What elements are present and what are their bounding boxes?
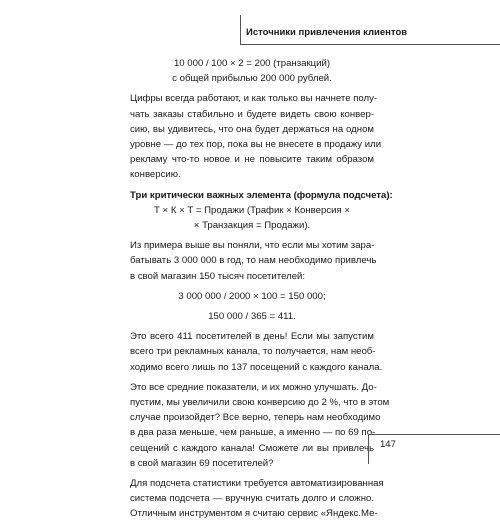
text-line: Цифры всегда работают, и как только вы начнете полу- xyxy=(130,93,378,105)
paragraph-daily-visitors xyxy=(130,329,383,375)
formula-line: Т × К × Т = Продажи (Трафик × Конверсия × xyxy=(154,204,350,216)
header-rule-vertical xyxy=(240,15,241,45)
footer-rule-horizontal xyxy=(368,434,500,435)
text-line: уровне — до тех пор, пока вы не внесете в продажу или xyxy=(130,139,382,151)
text-line: пустим, мы увеличили свою конверсию до 2 %, что в этом xyxy=(130,397,390,409)
paragraph-statistics xyxy=(130,476,384,522)
text-line: сию, вы удивитесь, что она будет держаться на одном xyxy=(130,123,374,135)
formula-line: с общей прибылью 200 000 рублей. xyxy=(172,73,332,85)
text-line: чать заказы стабильно и будете видеть свою конвер- xyxy=(130,108,374,120)
text-line: всего три рекламных канала, то получается, нам необ- xyxy=(130,346,376,358)
formula-transactions xyxy=(130,56,374,86)
text-line: сещений с каждого канала! Сможете ли вы привлечь xyxy=(130,442,374,454)
formula-sales xyxy=(130,203,374,233)
text-line: система подсчета — вручную считать долго и сложно. xyxy=(130,493,374,505)
running-header-title: Источники привлечения клиентов xyxy=(246,27,408,38)
section-heading xyxy=(130,188,393,203)
text-line: в два раза меньше, чем раньше, а именно — по 69 по- xyxy=(130,427,376,439)
text-line: Для подсчета статистики требуется автоматизированная xyxy=(130,478,384,490)
paragraph-example xyxy=(130,238,377,284)
text-line: рекламу что-то новое и не повысите таким образом xyxy=(130,154,374,166)
text-line: ходимо всего лишь по 137 посещений с каждого канала. xyxy=(130,361,383,373)
formula-visitors xyxy=(130,289,374,324)
text-line: случае произойдет? Все верно, теперь нам необходимо xyxy=(130,412,381,424)
page-number-footer xyxy=(368,434,500,464)
text-line: батывать 3 000 000 в год, то нам необходимо привлечь xyxy=(130,255,377,267)
text-line: Отличным инструментом я считаю сервис «Яндекс.Ме- xyxy=(130,508,378,520)
text-line: Это всего 411 посетителей в день! Если мы запустим xyxy=(130,331,374,343)
text-line: в свой магазин 150 тысяч посетителей: xyxy=(130,270,306,282)
formula-line: 10 000 / 100 × 2 = 200 (транзакций) xyxy=(173,58,331,69)
heading-text: Три критически важных элемента (формула подсчета): xyxy=(130,189,393,201)
page-number: 147 xyxy=(380,439,396,450)
formula-line: 150 000 / 365 = 411. xyxy=(208,311,296,323)
formula-line: × Транзакция = Продажи). xyxy=(193,220,311,232)
text-line: конверсию. xyxy=(130,169,181,181)
text-line: в свой магазин 69 посетителей? xyxy=(130,457,274,469)
header-rule-horizontal xyxy=(240,44,500,45)
paragraph-numbers-work xyxy=(130,91,382,182)
text-line: Из примера выше вы поняли, что если мы хотим зара- xyxy=(130,240,375,252)
formula-line: 3 000 000 / 2000 × 100 = 150 000; xyxy=(178,290,326,302)
footer-rule-vertical xyxy=(368,434,369,464)
text-line: Это все средние показатели, и их можно улучшать. До- xyxy=(130,381,377,393)
running-header xyxy=(0,15,500,37)
